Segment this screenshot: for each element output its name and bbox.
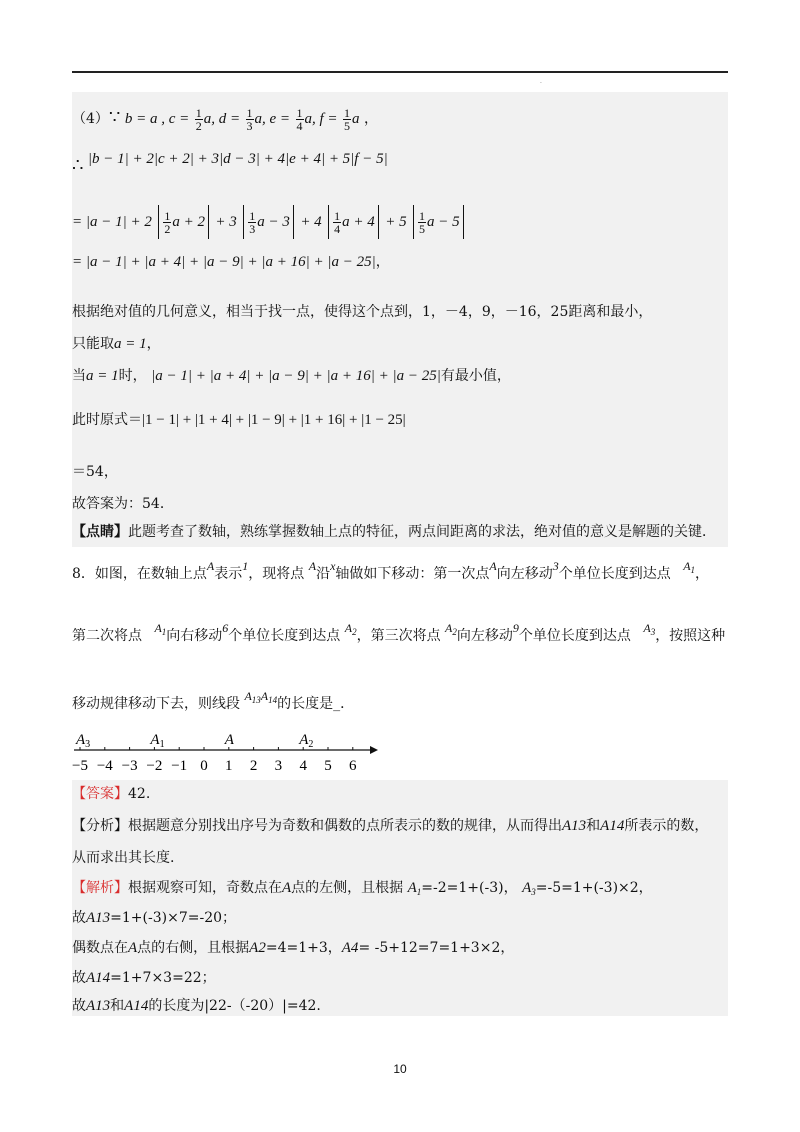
number-line-tick-label: −3 (121, 758, 138, 774)
number-line-tick-label: 3 (274, 758, 283, 774)
part4-answer: 故答案为：54． (72, 496, 174, 512)
part4-result: ＝54， (72, 464, 118, 480)
analysis-line1: 【分析】根据题意分别找出序号为奇数和偶数的点所表示的数的规律，从而得出A13和A14所表示的数， (72, 818, 709, 834)
part4-only-a: 只能取a = 1， (72, 336, 161, 352)
q8-line3: 移动规律移动下去，则线段 $A_{13}A_{14}$的长度是_． (72, 689, 355, 712)
number-line-tick-label: 2 (249, 758, 258, 774)
answer-line: 【答案】42. (72, 786, 151, 802)
detail-line5: 故A13和A14的长度为|22-（-20）|=42. (72, 998, 321, 1014)
detail-line3: 偶数点在A点的右侧，且根据A2=4=1+3，A4= -5+12=7=1+3×2， (72, 940, 515, 956)
part4-when: 当a = 1时， |a − 1| + |a + 4| + |a − 9| + |a + 16| + |a − 25|有最小值， (72, 368, 511, 384)
part4-expr2: = |a − 1| + 2 $\frac{1}{2}$ a + 2 + 3 $\frac{1}{3}$ a − 3 + 4 $\frac{1}{4}$ a + 4 + 5 $\frac{1}{5}$ a − 5 (72, 202, 466, 242)
stray-dot: · (540, 80, 542, 87)
header-rule (72, 71, 728, 73)
number-line-point-label: $A_3$ (76, 732, 91, 750)
arrow-right-icon (370, 746, 378, 754)
number-line-tick-label: 1 (225, 758, 233, 774)
number-line-tick-label: −4 (96, 758, 113, 774)
detail-line1: 【解析】根据观察可知，奇数点在A点的左侧，且根据 $A_1=-2=1+(-3)$， $A_3=-5=1+(-3)\times 2$， (72, 880, 653, 897)
number-line-tick-label: 4 (299, 758, 307, 774)
number-line-figure (72, 730, 382, 776)
number-line-tick-label: 6 (349, 758, 357, 774)
q8-line2: 第二次将点 $A_1$向右移动6个单位长度到达点 $A_2$，第三次将点 $A_2$向左移动9个单位长度到达点 $A_3$，按照这种 (72, 621, 726, 644)
page-number: 10 (393, 1062, 407, 1076)
part4-original: 此时原式＝|1 − 1| + |1 + 4| + |1 − 9| + |1 + 16| + |1 − 25| (72, 412, 406, 428)
number-line-tick-label: −1 (171, 758, 188, 774)
number-line-tick-label: 5 (324, 758, 332, 774)
part4-comment: 【点睛】此题考查了数轴，熟练掌握数轴上点的特征，两点间距离的求法，绝对值的意义是解题的关键． (72, 524, 716, 540)
number-line-tick-label: −5 (72, 758, 88, 774)
part4-expr1: ∴ |b − 1| + 2|c + 2| + 3|d − 3| + 4|e + 4| + 5|f − 5| (72, 151, 388, 176)
analysis-line2: 从而求出其长度. (72, 850, 175, 866)
number-line-tick-label: 0 (200, 758, 208, 774)
detail-line2: 故A13=1+(-3)×7=-20； (72, 910, 237, 926)
number-line-tick-label: −2 (146, 758, 163, 774)
part4-expr3: = |a − 1| + |a + 4| + |a − 9| + |a + 16| + |a − 25|， (72, 254, 390, 270)
part4-condition: （4）∵ b = a , c = $\frac{1}{2}$ a, d = $\frac{1}{3}$ a, e = $\frac{1}{4}$ a, f = $\frac{1}{5}$ a ， (72, 105, 378, 133)
part4-geometry: 根据绝对值的几何意义，相当于找一点，使得这个点到，1，－4，9，－16，25距离和最小， (72, 304, 653, 320)
q8-line1: 8．如图，在数轴上点A表示1，现将点 A沿x轴做如下移动：第一次点A向左移动3个单位长度到达点 $A_1$， (72, 559, 710, 582)
detail-line4: 故A14=1+7×3=22； (72, 970, 216, 986)
number-line-point-label: $A_2$ (299, 732, 314, 750)
number-line-point-label: $A_1$ (150, 732, 165, 750)
number-line-point-label: A (224, 732, 234, 748)
